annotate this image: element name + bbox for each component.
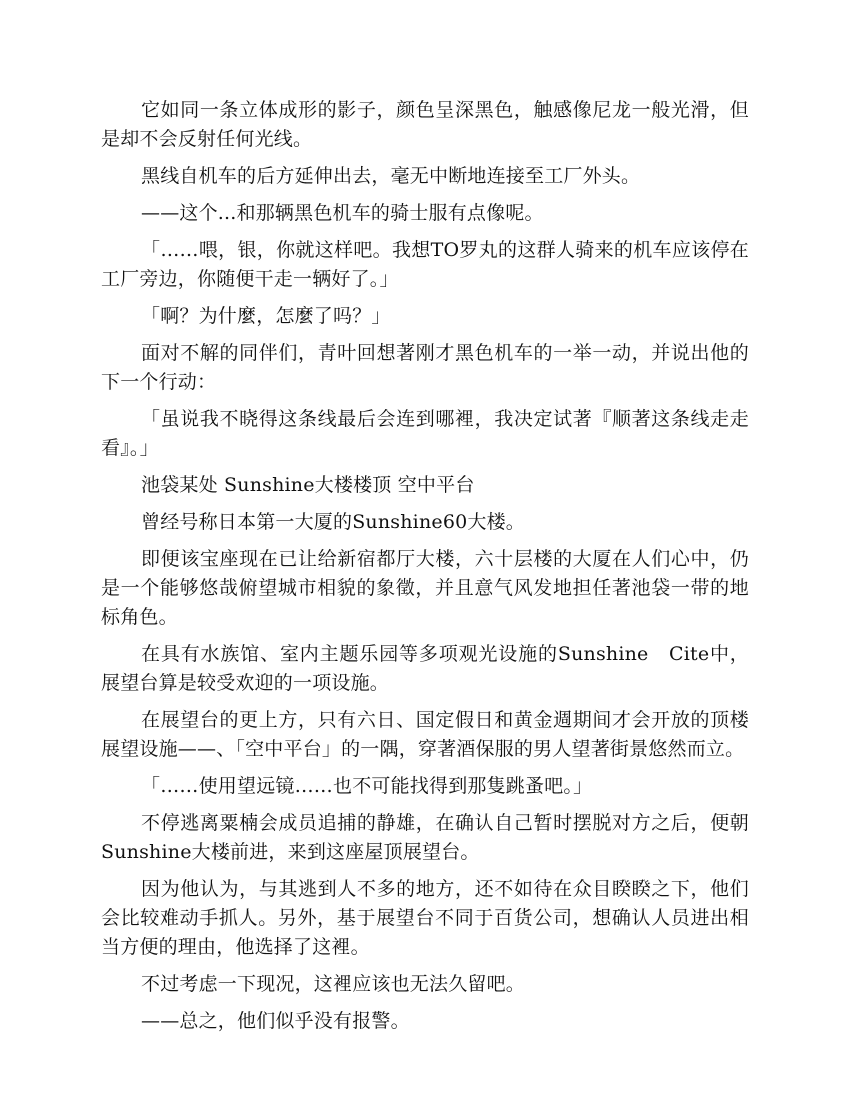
paragraph: 「……使用望远镜……也不可能找得到那隻跳蚤吧。」 xyxy=(141,775,593,797)
paragraph: 不停逃离粟楠会成员追捕的静雄，在确认自己暂时摆脱对方之后，便朝Sunshine大楼前进，来到这座屋顶展望台。 xyxy=(101,812,749,863)
paragraph: 「虽说我不晓得这条线最后会连到哪裡，我决定试著『顺著这条线走走看』。」 xyxy=(101,408,749,459)
paragraph: 它如同一条立体成形的影子，颜色呈深黑色，触感像尼龙一般光滑，但是却不会反射任何光线。 xyxy=(101,99,749,150)
paragraph: 面对不解的同伴们，青叶回想著刚才黑色机车的一举一动，并说出他的下一个行动： xyxy=(101,342,749,393)
paragraph: 黑线自机车的后方延伸出去，毫无中断地连接至工厂外头。 xyxy=(141,165,641,187)
paragraph: 不过考虑一下现况，这裡应该也无法久留吧。 xyxy=(141,973,526,995)
paragraph: ——总之，他们似乎没有报警。 xyxy=(141,1010,410,1032)
paragraph: 「……喂，银，你就这样吧。我想TO罗丸的这群人骑来的机车应该停在工厂旁边，你随便干走一辆好了。」 xyxy=(101,239,749,290)
paragraph: 因为他认为，与其逃到人不多的地方，还不如待在众目睽睽之下，他们会比较难动手抓人。另外，基于展望台不同于百货公司，想确认人员进出相当方便的理由，他选择了这裡。 xyxy=(101,878,749,958)
paragraph: 在具有水族馆、室内主题乐园等多项观光设施的Sunshine Cite中，展望台算是较受欢迎的一项设施。 xyxy=(101,643,749,694)
paragraph: 在展望台的更上方，只有六日、国定假日和黄金週期间才会开放的顶楼展望设施——、「空中平台」的一隅，穿著酒保服的男人望著街景悠然而立。 xyxy=(101,709,749,760)
document-page xyxy=(101,96,749,1044)
paragraph: 即便该宝座现在已让给新宿都厅大楼，六十层楼的大厦在人们心中，仍是一个能够悠哉俯望城市相貌的象徵，并且意气风发地担任著池袋一带的地标角色。 xyxy=(101,548,749,628)
paragraph: 曾经号称日本第一大厦的Sunshine60大楼。 xyxy=(141,511,526,533)
section-heading: 池袋某处 Sunshine大楼楼顶 空中平台 xyxy=(141,474,475,496)
paragraph: 「啊？为什麼，怎麼了吗？」 xyxy=(141,305,391,327)
paragraph: ——这个...和那辆黑色机车的骑士服有点像呢。 xyxy=(141,202,544,224)
